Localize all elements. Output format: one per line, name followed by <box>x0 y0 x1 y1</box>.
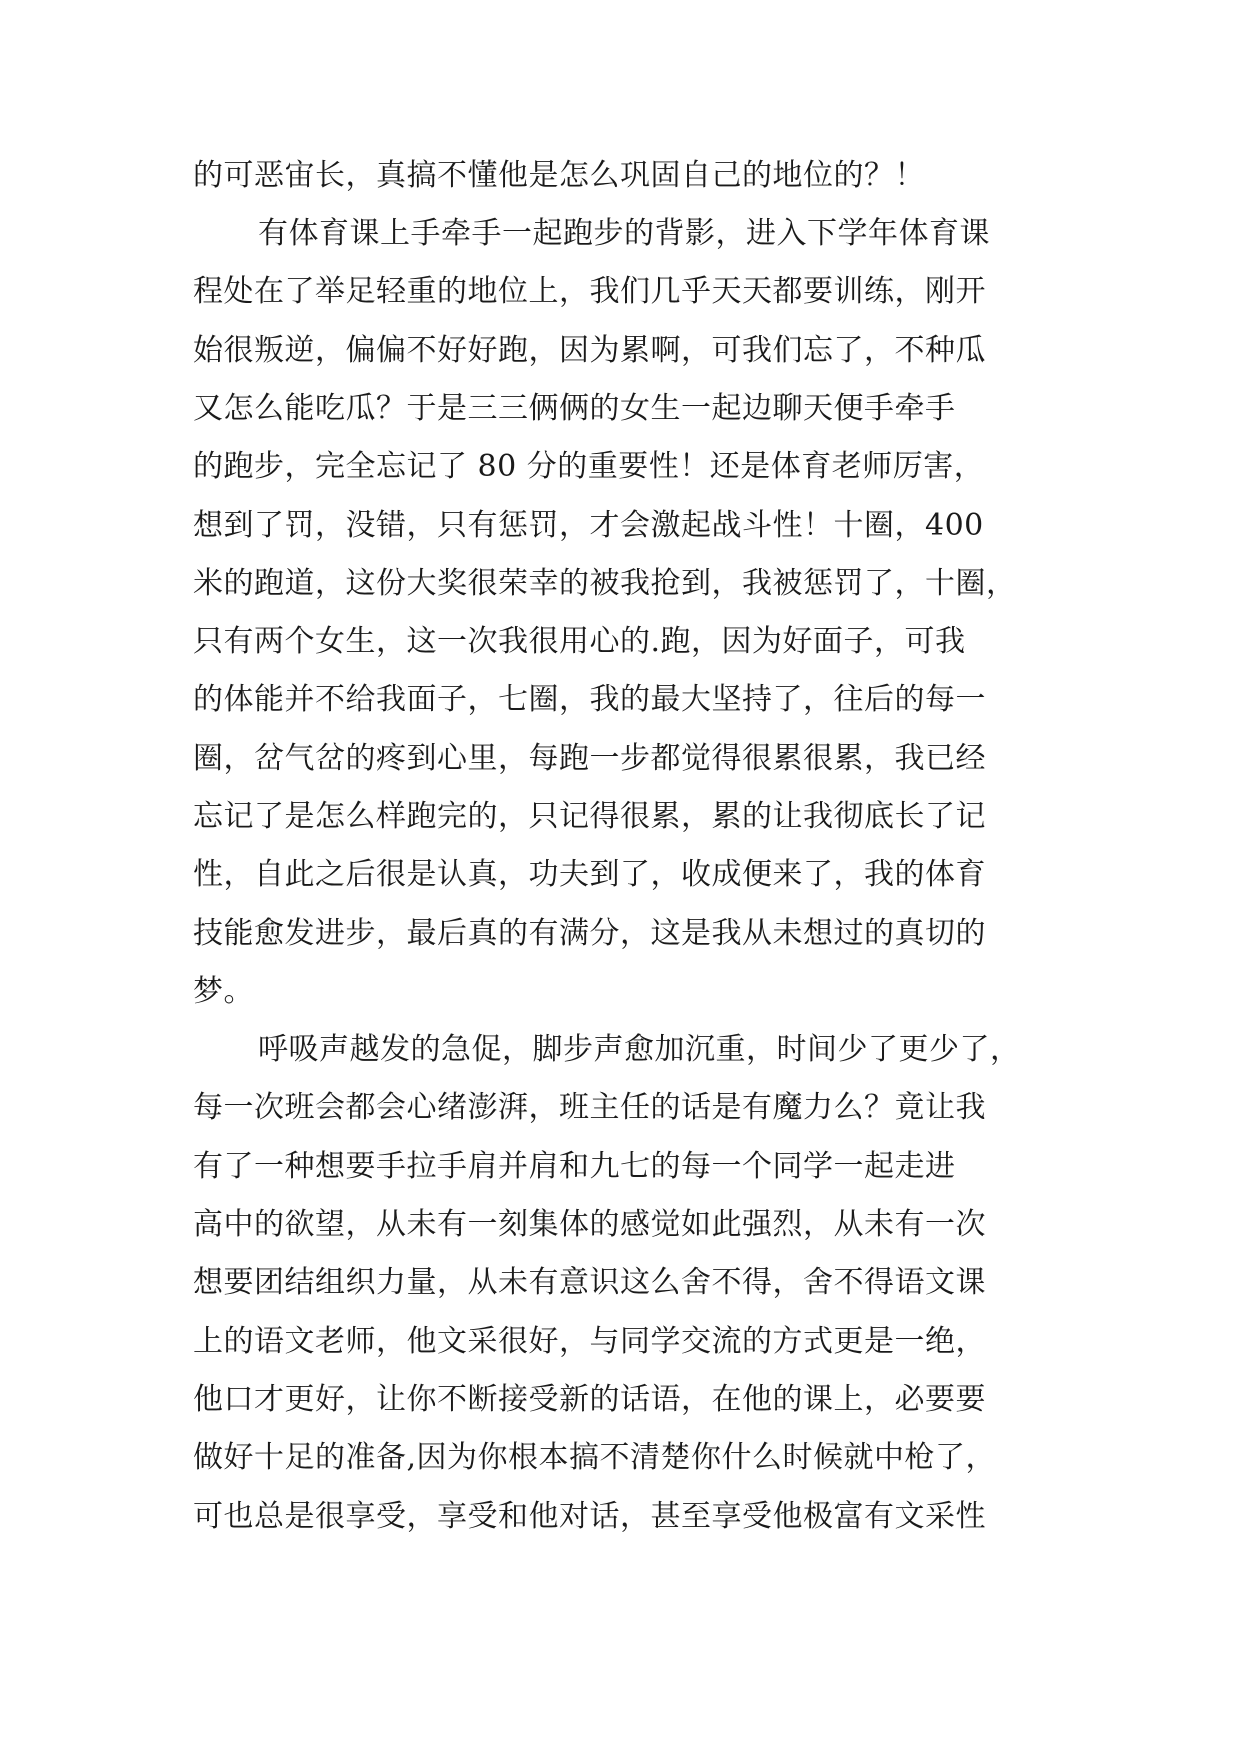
text-line: 的跑步，完全忘记了 80 分的重要性！还是体育老师厉害， <box>193 449 985 484</box>
paragraph-start-line: 有体育课上手牵手一起跑步的背影，进入下学年体育课 <box>258 216 990 251</box>
text-line: 可也总是很享受，享受和他对话，甚至享受他极富有文采性 <box>193 1499 986 1534</box>
text-line: 米的跑道，这份大奖很荣幸的被我抢到，我被惩罚了，十圈， <box>193 566 1017 601</box>
text-line: 做好十足的准备,因为你根本搞不清楚你什么时候就中枪了， <box>193 1440 997 1475</box>
text-line: 忘记了是怎么样跑完的，只记得很累，累的让我彻底长了记 <box>193 799 986 834</box>
text-line: 想到了罚，没错，只有惩罚，才会激起战斗性！十圈，400 <box>193 508 984 543</box>
text-line: 始很叛逆，偏偏不好好跑，因为累啊，可我们忘了，不种瓜 <box>193 333 986 368</box>
text-line: 又怎么能吃瓜？于是三三俩俩的女生一起边聊天便手牵手 <box>193 391 956 426</box>
text-line: 有了一种想要手拉手肩并肩和九七的每一个同学一起走进 <box>193 1149 956 1184</box>
text-line: 高中的欲望，从未有一刻集体的感觉如此强烈，从未有一次 <box>193 1207 986 1242</box>
text-line: 的体能并不给我面子，七圈，我的最大坚持了，往后的每一 <box>193 682 986 717</box>
text-line: 想要团结组织力量，从未有意识这么舍不得，舍不得语文课 <box>193 1265 986 1300</box>
text-line: 程处在了举足轻重的地位上，我们几乎天天都要训练，刚开 <box>193 274 986 309</box>
text-line: 上的语文老师，他文采很好，与同学交流的方式更是一绝， <box>193 1324 986 1359</box>
text-line: 的可恶宙长，真搞不懂他是怎么巩固自己的地位的？！ <box>193 158 925 193</box>
text-line: 性，自此之后很是认真，功夫到了，收成便来了，我的体育 <box>193 857 986 892</box>
text-line: 他口才更好，让你不断接受新的话语，在他的课上，必要要 <box>193 1382 986 1417</box>
text-line: 梦。 <box>193 974 254 1009</box>
text-line: 只有两个女生，这一次我很用心的.跑，因为好面子，可我 <box>193 624 966 659</box>
text-line: 技能愈发进步，最后真的有满分，这是我从未想过的真切的 <box>193 916 986 951</box>
paragraph-start-line: 呼吸声越发的急促，脚步声愈加沉重，时间少了更少了， <box>258 1032 1021 1067</box>
text-line: 每一次班会都会心绪澎湃，班主任的话是有魔力么？竟让我 <box>193 1090 986 1125</box>
text-line: 圈，岔气岔的疼到心里，每跑一步都觉得很累很累，我已经 <box>193 741 986 776</box>
